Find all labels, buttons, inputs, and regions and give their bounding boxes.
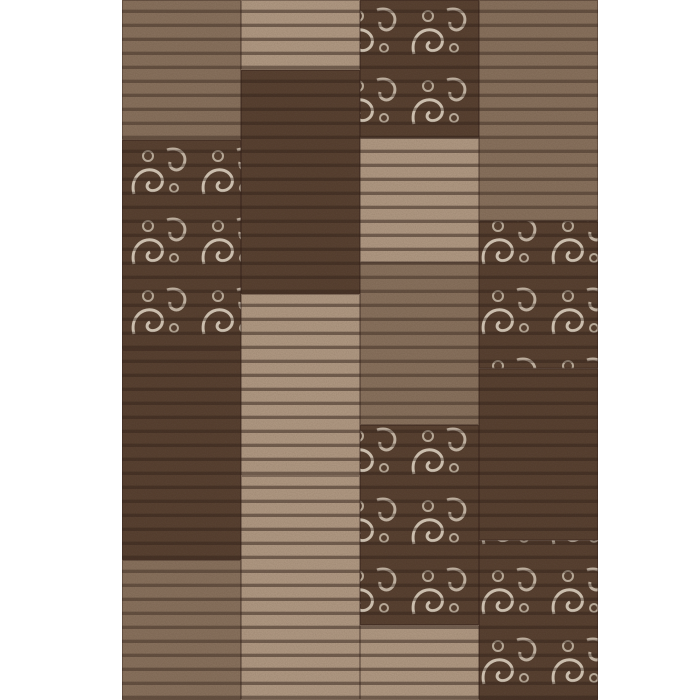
rug-block (360, 263, 479, 426)
rug-block (122, 350, 241, 560)
rug-block (360, 138, 479, 263)
block-stripes (241, 70, 360, 294)
rug-blocks (122, 0, 598, 700)
block-stripes (360, 425, 479, 625)
block-stripes (360, 138, 479, 263)
rug-block (479, 0, 598, 221)
block-stripes (360, 0, 479, 138)
rug-block (241, 70, 360, 294)
block-stripes (360, 263, 479, 426)
block-stripes (479, 368, 598, 540)
rug-block (479, 221, 598, 368)
block-stripes (122, 560, 241, 700)
block-stripes (241, 0, 360, 70)
rug-block (122, 560, 241, 700)
rug-block (122, 0, 241, 140)
block-stripes (241, 294, 360, 476)
block-stripes (479, 221, 598, 368)
rug (122, 0, 598, 700)
block-stripes (479, 540, 598, 700)
block-stripes (360, 625, 479, 700)
rug-block (360, 425, 479, 625)
rug-block (241, 476, 360, 700)
block-stripes (122, 350, 241, 560)
block-stripes (479, 0, 598, 221)
rug-block (241, 294, 360, 476)
block-stripes (241, 476, 360, 700)
rug-block (360, 625, 479, 700)
block-stripes (122, 0, 241, 140)
block-stripes (122, 140, 241, 350)
rug-block (479, 368, 598, 540)
rug-block (479, 540, 598, 700)
rug-block (122, 140, 241, 350)
rug-pattern (122, 0, 598, 700)
rug-block (360, 0, 479, 138)
rug-block (241, 0, 360, 70)
